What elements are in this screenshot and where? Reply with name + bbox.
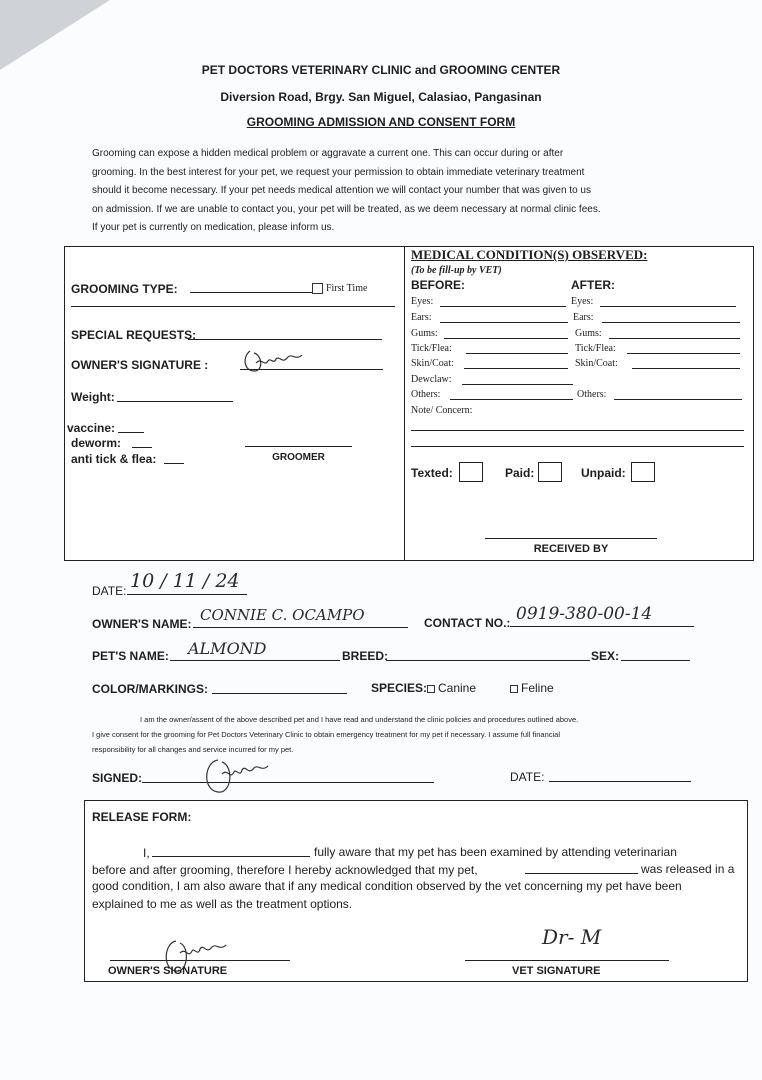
- medical-condition-title: MEDICAL CONDITION(S) OBSERVED:: [411, 247, 648, 262]
- date-value[interactable]: 10 / 11 / 24: [130, 570, 240, 592]
- paid-checkbox[interactable]: [538, 462, 562, 482]
- before-ears-field[interactable]: [440, 322, 568, 323]
- breed-label: BREED:: [342, 649, 389, 663]
- feline-checkbox[interactable]: [510, 685, 518, 693]
- unpaid-label: Unpaid:: [581, 466, 626, 480]
- release-owner-name-field[interactable]: [152, 856, 310, 857]
- intro-line: Grooming can expose a hidden medical problem or aggravate a current one. This can occur during or after: [92, 148, 564, 159]
- note-line-1[interactable]: [411, 430, 744, 431]
- vet-initials: Dr- M: [542, 925, 602, 949]
- grooming-type-field-2[interactable]: [71, 306, 395, 307]
- release-pet-name-field[interactable]: [525, 873, 638, 874]
- before-eyes-label: Eyes:: [411, 296, 434, 307]
- groomer-label: GROOMER: [272, 452, 325, 463]
- intro-line: on admission. If we are unable to contact you, your pet will be treated, as we deem necessary at normal clinic fees.: [92, 203, 601, 215]
- pet-name-label: PET'S NAME:: [92, 649, 169, 663]
- intro-line: should it become necessary. If your pet needs medical attention we will contact your number that was given to us: [92, 185, 591, 196]
- note-line-2[interactable]: [411, 446, 744, 447]
- release-owner-signature-label: OWNER'S SIGNATURE: [108, 965, 228, 977]
- before-tickflea-label: Tick/Flea:: [411, 343, 452, 354]
- after-skincoat-field[interactable]: [632, 368, 740, 369]
- feline-label: Feline: [521, 681, 554, 695]
- before-gums-label: Gums:: [411, 328, 438, 339]
- deworm-field[interactable]: [132, 447, 152, 448]
- owner-name-label: OWNER'S NAME:: [92, 617, 192, 631]
- deworm-label: deworm:: [71, 436, 122, 450]
- received-by-label: RECEIVED BY: [533, 543, 609, 555]
- canine-option[interactable]: [427, 681, 476, 695]
- owner-name-value[interactable]: CONNIE C. OCAMPO: [200, 606, 365, 624]
- intro-paragraph: [92, 145, 712, 238]
- owner-signature-label: OWNER'S SIGNATURE :: [71, 358, 209, 372]
- special-requests-label: SPECIAL REQUESTS:: [71, 328, 197, 342]
- after-others-label: Others:: [577, 389, 607, 400]
- before-tickflea-field[interactable]: [466, 353, 568, 354]
- consent-date-label: DATE:: [510, 770, 545, 784]
- groomer-signature-line[interactable]: [245, 446, 352, 447]
- before-dewclaw-label: Dewclaw:: [411, 374, 452, 385]
- pet-name-value[interactable]: ALMOND: [188, 639, 267, 658]
- consent-line: I give consent for the grooming for Pet Doctors Veterinary Clinic to obtain emergency treatment for my pet if necessary. I assume full financial: [92, 730, 560, 739]
- after-heading: AFTER:: [571, 278, 615, 292]
- after-others-field[interactable]: [614, 399, 742, 400]
- panel-divider: [404, 246, 405, 560]
- received-by-line[interactable]: [485, 538, 657, 539]
- after-tickflea-field[interactable]: [627, 353, 740, 354]
- species-label: SPECIES:: [371, 681, 428, 695]
- sex-field[interactable]: [621, 660, 690, 661]
- before-ears-label: Ears:: [411, 312, 432, 323]
- canine-label: Canine: [438, 681, 477, 695]
- anti-tick-label: anti tick & flea:: [71, 452, 157, 466]
- first-time-label: First Time: [326, 283, 368, 294]
- after-skincoat-label: Skin/Coat:: [575, 358, 618, 369]
- owner-name-field[interactable]: [193, 627, 408, 628]
- consent-signature-scribble: [200, 752, 274, 803]
- release-line1: fully aware that my pet has been examined by attending veterinarian: [314, 845, 677, 859]
- first-time-checkbox[interactable]: [312, 283, 323, 294]
- after-eyes-field[interactable]: [600, 306, 736, 307]
- after-gums-field[interactable]: [609, 338, 740, 339]
- contact-label: CONTACT NO.:: [424, 616, 511, 630]
- color-markings-field[interactable]: [212, 693, 347, 694]
- vaccine-field[interactable]: [118, 432, 144, 433]
- before-others-label: Others:: [411, 389, 441, 400]
- before-others-field[interactable]: [450, 399, 573, 400]
- breed-field[interactable]: [386, 660, 590, 661]
- texted-label: Texted:: [411, 466, 453, 480]
- clinic-address: Diversion Road, Brgy. San Miguel, Calasiao, Pangasinan: [220, 90, 542, 104]
- consent-line: I am the owner/assent of the above described pet and I have read and understand the clinic policies and procedures outlined above.: [140, 715, 579, 724]
- after-ears-field[interactable]: [602, 322, 740, 323]
- before-dewclaw-field[interactable]: [462, 384, 573, 385]
- vet-signature-label: VET SIGNATURE: [512, 965, 601, 977]
- before-skincoat-label: Skin/Coat:: [411, 358, 454, 369]
- canine-checkbox[interactable]: [427, 685, 435, 693]
- color-markings-label: COLOR/MARKINGS:: [92, 682, 208, 696]
- before-heading: BEFORE:: [411, 278, 465, 292]
- signed-label: SIGNED:: [92, 771, 143, 785]
- date-label: DATE:: [92, 584, 127, 598]
- signed-field[interactable]: [142, 782, 434, 783]
- before-eyes-field[interactable]: [440, 306, 566, 307]
- release-line2b: was released in a: [641, 862, 735, 876]
- vaccine-label: vaccine:: [67, 421, 116, 435]
- intro-line: grooming. In the best interest for your pet, we request your permission to obtain immediate veterinary treatment: [92, 166, 585, 178]
- vet-signature-line[interactable]: [465, 960, 669, 961]
- sex-label: SEX:: [591, 649, 620, 663]
- anti-tick-field[interactable]: [164, 463, 184, 464]
- note-concern-label: Note/ Concern:: [411, 405, 473, 416]
- date-field[interactable]: [127, 594, 247, 595]
- release-line4: explained to me as well as the treatment options.: [92, 897, 353, 911]
- after-tickflea-label: Tick/Flea:: [575, 343, 616, 354]
- before-skincoat-field[interactable]: [464, 368, 568, 369]
- form-title: GROOMING ADMISSION AND CONSENT FORM: [246, 115, 516, 129]
- special-requests-field[interactable]: [188, 339, 382, 340]
- texted-checkbox[interactable]: [459, 462, 483, 482]
- before-gums-field[interactable]: [444, 338, 568, 339]
- intro-line: If your pet is currently on medication, please inform us.: [92, 222, 335, 233]
- after-gums-label: Gums:: [575, 328, 602, 339]
- weight-label: Weight:: [71, 390, 115, 404]
- unpaid-checkbox[interactable]: [631, 462, 655, 482]
- consent-paragraph: [92, 712, 704, 757]
- folded-corner: [0, 0, 110, 70]
- consent-date-field[interactable]: [549, 781, 691, 782]
- grooming-type-field[interactable]: [190, 292, 312, 293]
- weight-field[interactable]: [117, 401, 233, 402]
- pet-name-field[interactable]: [170, 660, 340, 661]
- vet-subtitle: (To be fill-up by VET): [411, 265, 502, 276]
- grooming-type-label: GROOMING TYPE:: [71, 282, 178, 296]
- release-line3: good condition, I am also aware that if any medical condition observed by the vet concerning my pet have been: [92, 879, 682, 893]
- first-time-option[interactable]: [312, 283, 367, 294]
- contact-field[interactable]: [510, 626, 694, 627]
- release-title: RELEASE FORM:: [92, 810, 192, 824]
- release-line2a: before and after grooming, therefore I hereby acknowledged that my pet,: [92, 863, 478, 877]
- clinic-name: PET DOCTORS VETERINARY CLINIC and GROOMING CENTER: [201, 63, 561, 77]
- consent-line: responsibility for all changes and service incurred for my pet.: [92, 745, 294, 754]
- feline-option[interactable]: [510, 681, 554, 695]
- release-i: I,: [143, 846, 150, 860]
- contact-value[interactable]: 0919-380-00-14: [516, 604, 653, 624]
- after-ears-label: Ears:: [573, 312, 594, 323]
- after-eyes-label: Eyes:: [571, 296, 594, 307]
- owner-signature-scribble: [240, 343, 310, 382]
- paid-label: Paid:: [505, 466, 535, 480]
